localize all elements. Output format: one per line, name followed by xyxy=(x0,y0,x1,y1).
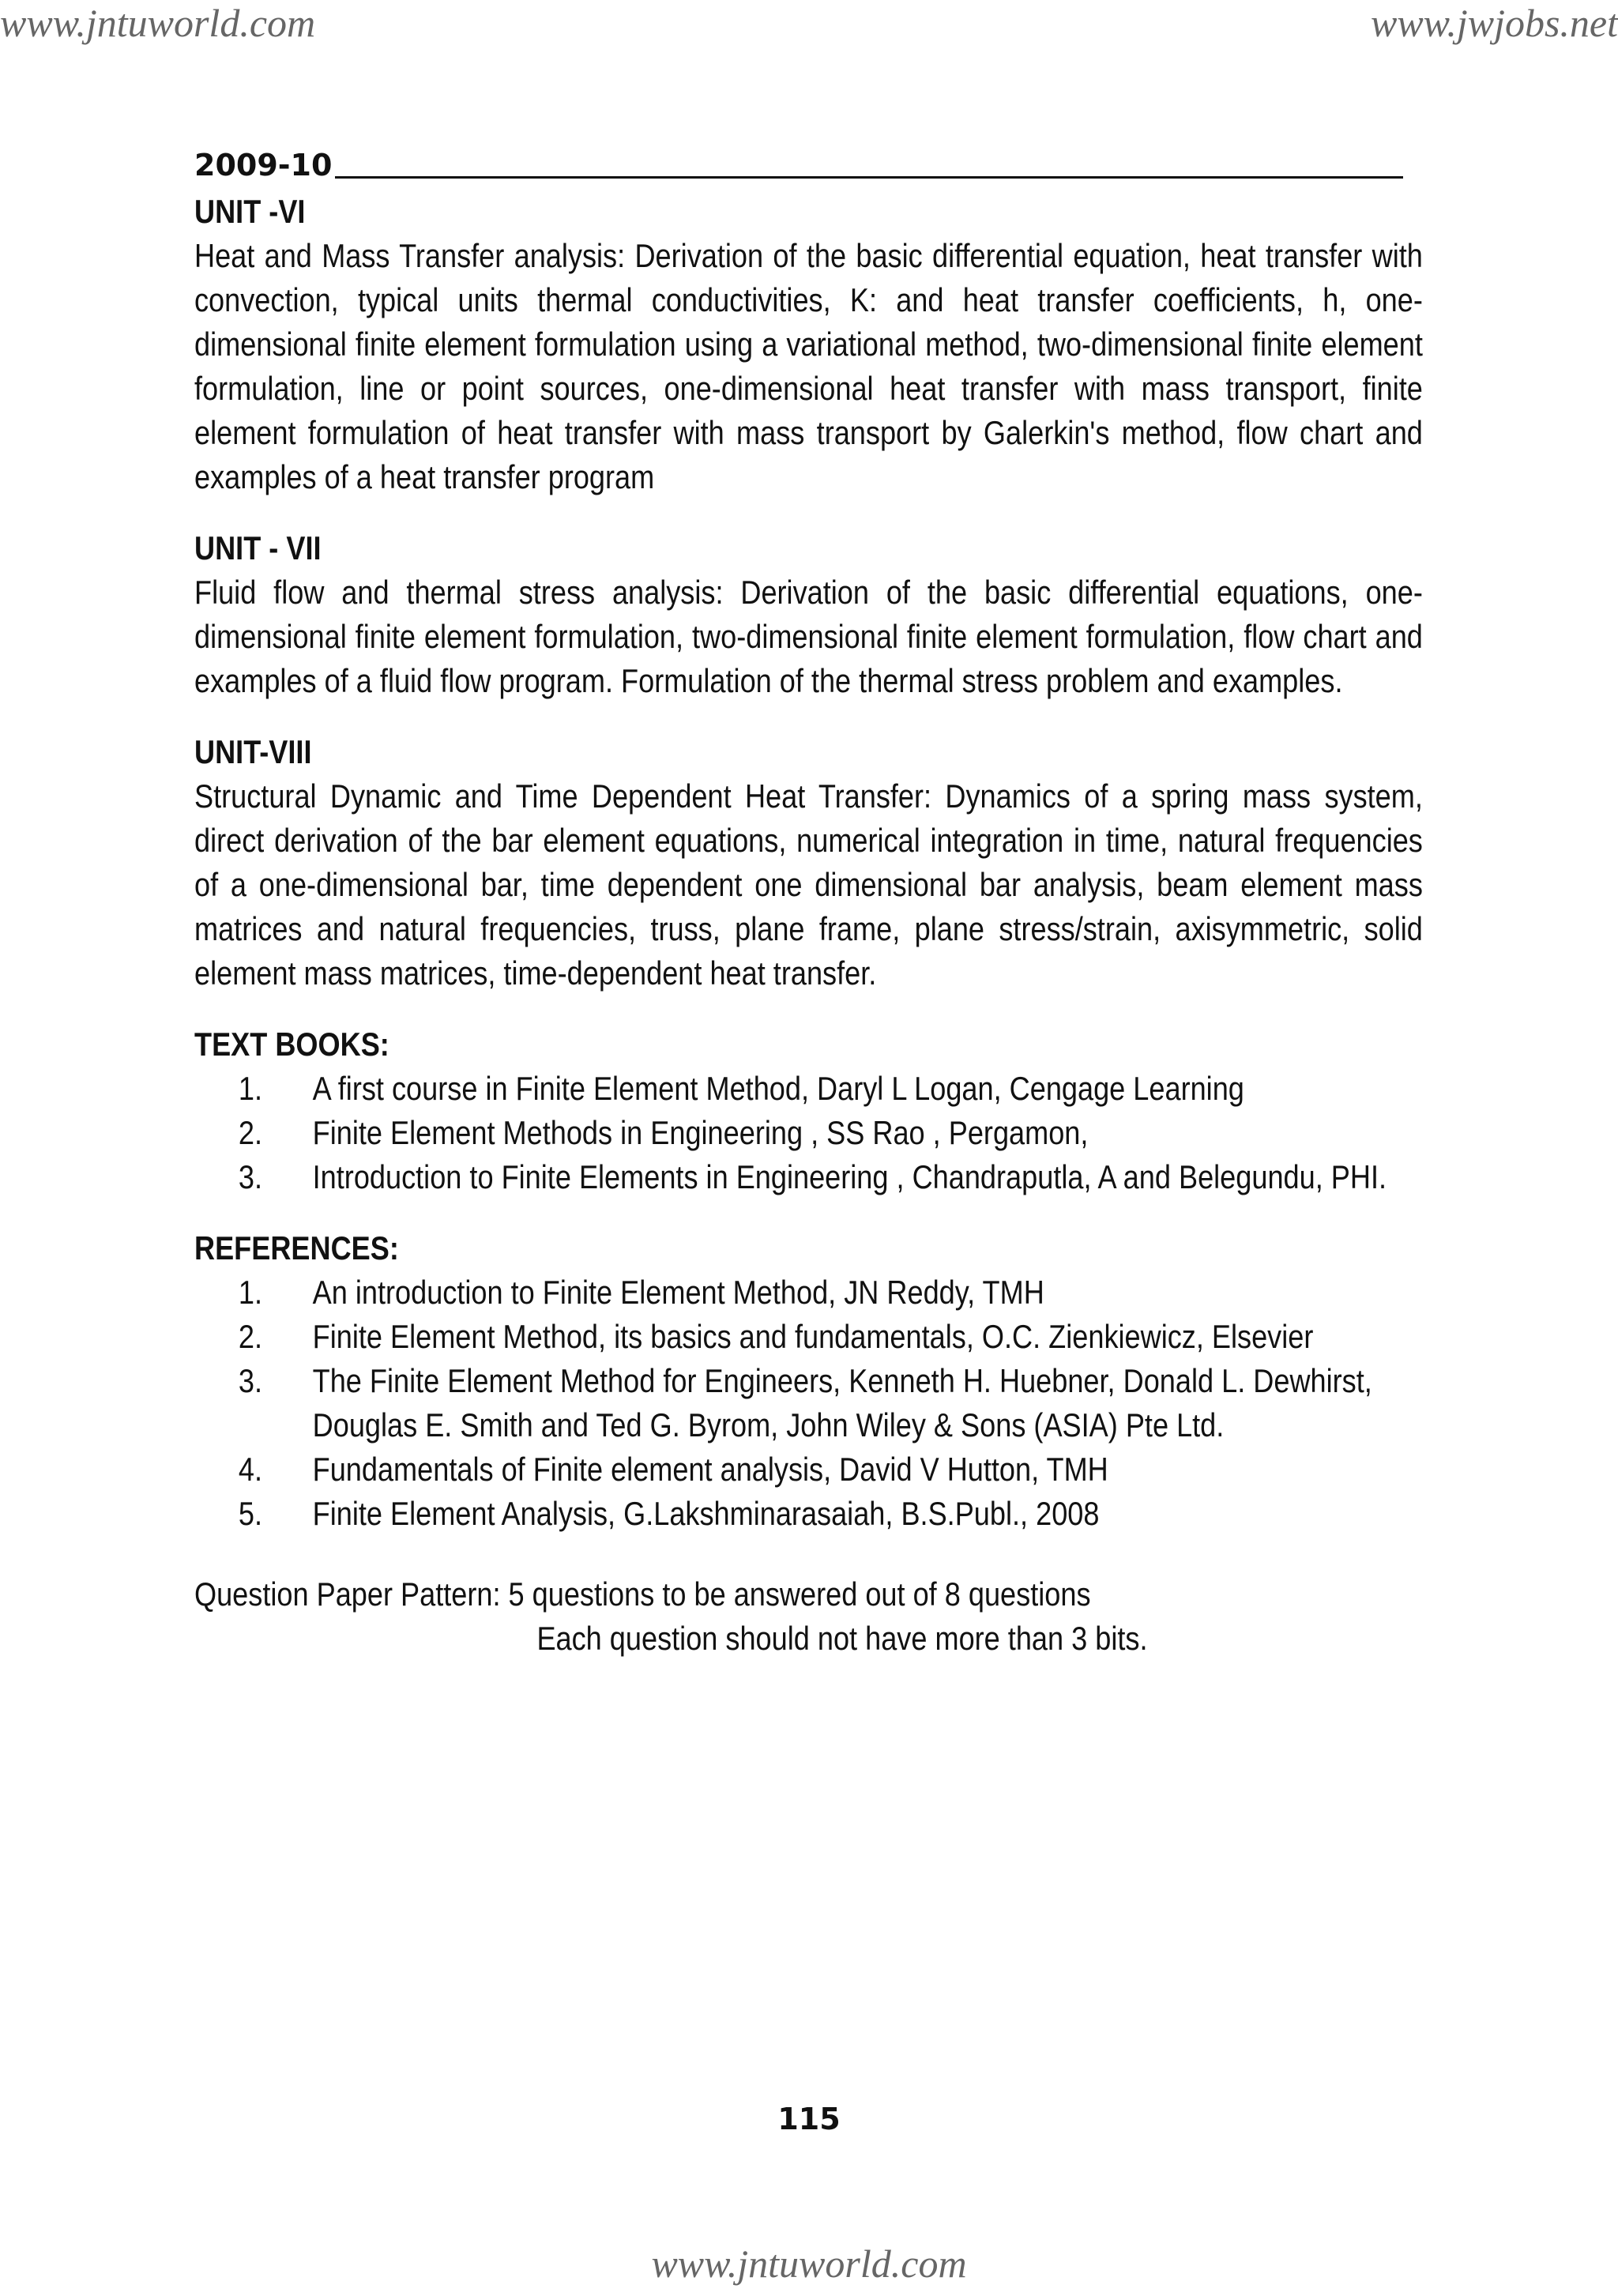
watermark-top-left: www.jntuworld.com xyxy=(0,1,316,45)
list-number: 2. xyxy=(238,1114,262,1151)
list-number: 2. xyxy=(238,1318,262,1355)
references-list xyxy=(194,1270,1424,1536)
watermark-top-right: www.jwjobs.net xyxy=(1370,1,1618,45)
references-title: REFERENCES: xyxy=(194,1229,399,1267)
list-text: The Finite Element Method for Engineers, Kenneth H. Huebner, Donald L. Dewhirst, Douglas E. Smith and Ted G. Byrom, John Wiley & Sons (ASIA) Pte Ltd. xyxy=(312,1362,1372,1443)
list-text: An introduction to Finite Element Method, JN Reddy, TMH xyxy=(312,1274,1044,1311)
unit-6-title: UNIT -VI xyxy=(194,193,306,230)
text-books-section xyxy=(194,1022,1424,1199)
list-number: 3. xyxy=(238,1158,262,1195)
list-number: 3. xyxy=(238,1362,262,1399)
references-section xyxy=(194,1226,1424,1536)
unit-6-section xyxy=(194,190,1424,499)
list-text: A first course in Finite Element Method, Daryl L Logan, Cengage Learning xyxy=(312,1070,1244,1107)
year-header xyxy=(194,144,1403,183)
unit-7-title: UNIT - VII xyxy=(194,529,322,566)
text-books-title: TEXT BOOKS: xyxy=(194,1026,389,1063)
list-item xyxy=(194,1067,1423,1111)
unit-7-text: Fluid flow and thermal stress analysis: Derivation of the basic differential equations, one-dimensional finite element formulation, two-dimensional finite element formulation, flow chart and examples of a fluid flow program. Formulation of the thermal stress problem and examples. xyxy=(194,574,1423,699)
list-item xyxy=(194,1155,1423,1199)
list-item xyxy=(194,1111,1423,1155)
list-text: Fundamentals of Finite element analysis, David V Hutton, TMH xyxy=(312,1451,1108,1488)
page-number: 115 xyxy=(777,2102,841,2136)
question-paper-pattern xyxy=(194,1572,1423,1661)
question-paper-line-1: Question Paper Pattern: 5 questions to be answered out of 8 questions xyxy=(194,1575,1091,1613)
unit-8-title: UNIT-VIII xyxy=(194,733,312,770)
list-item xyxy=(194,1315,1423,1359)
list-number: 4. xyxy=(238,1451,262,1488)
unit-8-text: Structural Dynamic and Time Dependent Heat Transfer: Dynamics of a spring mass system, direct derivation of the bar element equations, numerical integration in time, natural frequencies of a one-dimensional bar, time dependent one dimensional bar analysis, beam element mass matrices and natural frequencies, truss, plane frame, plane stress/strain, axisymmetric, solid element mass matrices, time-dependent heat transfer. xyxy=(194,777,1423,992)
list-text: Finite Element Method, its basics and fundamentals, O.C. Zienkiewicz, Elsevier xyxy=(312,1318,1314,1355)
list-item xyxy=(194,1270,1423,1315)
list-text: Introduction to Finite Elements in Engineering , Chandraputla, A and Belegundu, PHI. xyxy=(312,1158,1387,1195)
list-item xyxy=(194,1492,1423,1536)
academic-year: 2009-10 xyxy=(194,148,333,183)
list-text: Finite Element Analysis, G.Lakshminarasaiah, B.S.Publ., 2008 xyxy=(312,1495,1100,1532)
list-number: 5. xyxy=(238,1495,262,1532)
list-text: Finite Element Methods in Engineering , SS Rao , Pergamon, xyxy=(312,1114,1089,1151)
text-books-list xyxy=(194,1067,1424,1199)
list-item xyxy=(194,1447,1423,1492)
unit-7-section xyxy=(194,526,1424,703)
unit-8-section xyxy=(194,730,1424,996)
watermark-bottom: www.jntuworld.com xyxy=(651,2241,967,2286)
page-content xyxy=(194,144,1424,1661)
list-number: 1. xyxy=(238,1070,262,1107)
list-item xyxy=(194,1359,1423,1447)
question-paper-line-2: Each question should not have more than 3 bits. xyxy=(536,1620,1148,1657)
header-rule xyxy=(335,176,1403,179)
unit-6-text: Heat and Mass Transfer analysis: Derivation of the basic differential equation, heat transfer with convection, typical units thermal conductivities, K: and heat transfer coefficients, h, one-dimensional finite element formulation using a variational method, two-dimensional finite element formulation, line or point sources, one-dimensional heat transfer with mass transport, finite element formulation of heat transfer with mass transport by Galerkin's method, flow chart and examples of a heat transfer program xyxy=(194,237,1423,495)
list-number: 1. xyxy=(238,1274,262,1311)
